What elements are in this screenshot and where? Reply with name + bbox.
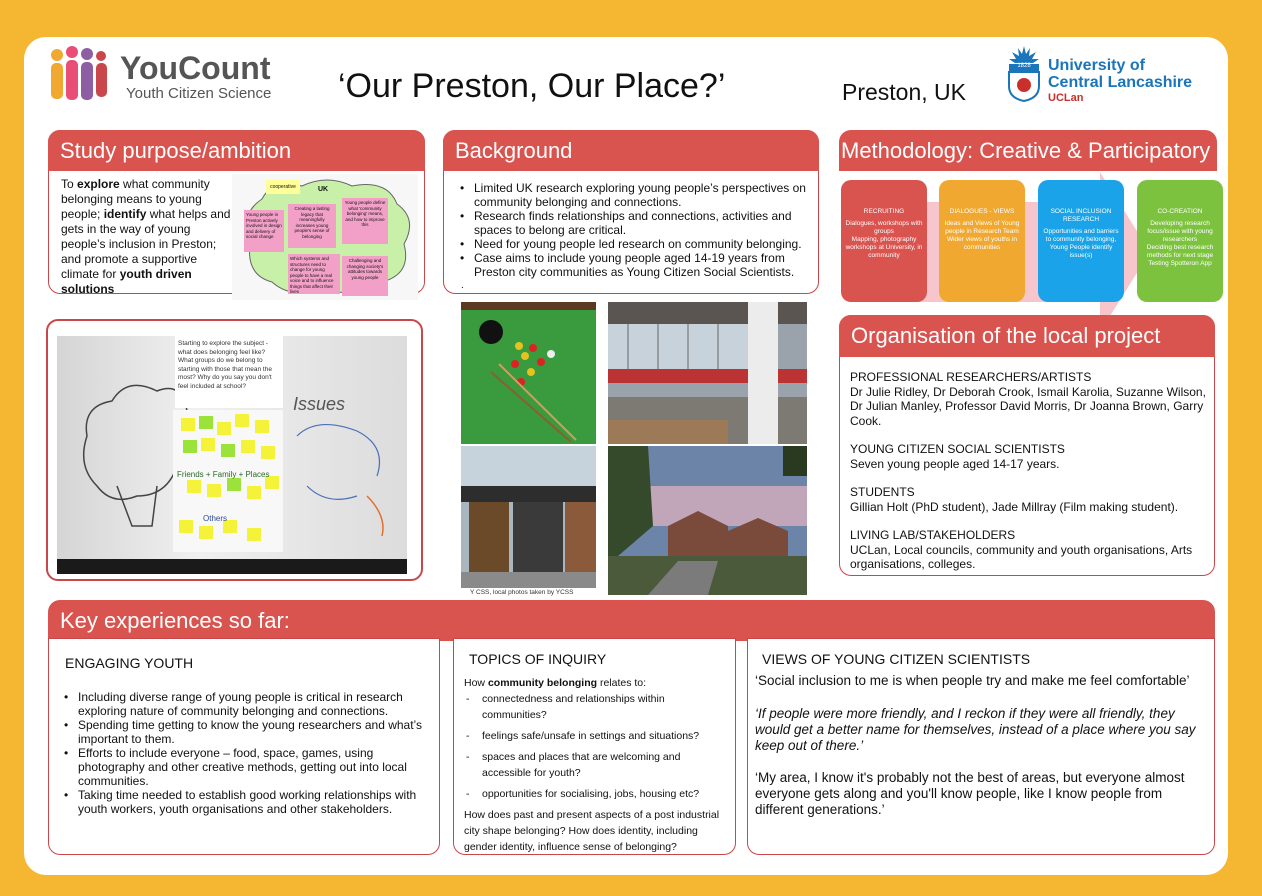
diagram-box5: Challenging and changing society's attitudes towards young people bbox=[342, 256, 388, 296]
workshop-question: Starting to explore the subject - what does belonging feel like? What groups do we belong to starting with those that mean the most? Why do you say you don't feel included at school? bbox=[175, 336, 283, 408]
workshop-label-friends: Friends + Family + Places bbox=[177, 470, 270, 479]
photo-shop-front bbox=[461, 446, 596, 588]
topics-closing: How does past and present aspects of a post industrial city shape belonging? How does identity, including gender identity, influence sense of belonging? bbox=[464, 809, 720, 853]
background-item: • Research finds relationships and connections, activities and spaces to belong are critical. bbox=[458, 209, 808, 237]
engaging-item: • Taking time needed to establish good working relationships with youth workers, youth organisations and other stakeholders. bbox=[62, 788, 432, 816]
photo-caption: Y CSS, local photos taken by YCSS bbox=[470, 589, 574, 596]
uclan-year: 1828 bbox=[1017, 63, 1031, 69]
photo-pool-table bbox=[461, 302, 596, 444]
method-step-research: SOCIAL INCLUSION RESEARCH Opportunities and barriers to community belonging, Young People identify issue(s) bbox=[1038, 180, 1124, 302]
background-item: • Limited UK research exploring young people’s perspectives on community belonging and connections. bbox=[458, 181, 808, 209]
poster-title: ‘Our Preston, Our Place?’ bbox=[338, 67, 726, 105]
diagram-box4: Which systems and structures need to change for young people to have a real voice and to influence things that affect their lives bbox=[288, 254, 340, 294]
photo-bus-station bbox=[608, 302, 807, 444]
engaging-item: • Spending time getting to know the young researchers and what’s important to them. bbox=[62, 718, 432, 746]
org-group-text: Seven young people aged 14-17 years. bbox=[850, 456, 1060, 471]
topics-list bbox=[464, 691, 732, 802]
organisation-heading: Organisation of the local project bbox=[839, 315, 1215, 357]
topics-body bbox=[464, 675, 732, 855]
diagram-center: UK bbox=[318, 186, 329, 193]
background-heading: Background bbox=[443, 130, 819, 171]
photo-housing-street bbox=[608, 446, 807, 595]
topics-item: - connectedness and relationships within communities? bbox=[464, 691, 732, 723]
engaging-title: ENGAGING YOUTH bbox=[65, 655, 194, 671]
methodology-steps bbox=[839, 180, 1225, 304]
background-item: • Case aims to include young people aged 14-19 years from Preston city communities as Young Citizen Social Scientists. bbox=[458, 251, 808, 279]
workshop-issues: Issues bbox=[293, 394, 346, 414]
topics-item: - opportunities for socialising, jobs, housing etc? bbox=[464, 786, 732, 802]
topics-title: TOPICS OF INQUIRY bbox=[469, 651, 607, 667]
poster-location: Preston, UK bbox=[842, 79, 966, 105]
engaging-item: • Including diverse range of young people is critical in research exploring nature of community belonging and connections. bbox=[62, 690, 432, 718]
topics-intro: How community belonging relates to: bbox=[464, 677, 647, 689]
uclan-short: UCLan bbox=[1048, 92, 1084, 104]
org-group-text: Gillian Holt (PhD student), Jade Millray (Film making student). bbox=[850, 499, 1179, 514]
method-step-dialogues: DIALOGUES - VIEWS Ideas and Views of Young people in Research Team Wider views of youths in communities bbox=[939, 180, 1025, 302]
youcount-subtitle: Youth Citizen Science bbox=[126, 85, 272, 102]
background-dot: . bbox=[461, 280, 464, 291]
views-body bbox=[755, 673, 1203, 818]
views-quote: ‘My area, I know it's probably not the best of areas, but everyone almost everyone gets along and you'll know people, like I know people from different generations.’ bbox=[755, 770, 1185, 817]
study-heading: Study purpose/ambition bbox=[48, 130, 425, 171]
youcount-logo bbox=[48, 46, 110, 104]
uclan-line1: University of bbox=[1048, 57, 1145, 74]
topics-item: - feelings safe/unsafe in settings and situations? bbox=[464, 728, 732, 744]
methodology-heading: Methodology: Creative & Participatory bbox=[839, 130, 1217, 171]
org-group-title: STUDENTS bbox=[850, 485, 915, 499]
engaging-list bbox=[62, 690, 432, 816]
sticky-board bbox=[173, 410, 283, 552]
key-heading: Key experiences so far: bbox=[48, 600, 1215, 641]
method-step-recruiting: RECRUITING Dialogues, workshops with groups Mapping, photography workshops at University, in community bbox=[841, 180, 927, 302]
views-quote: ‘If people were more friendly, and I reckon if they were all friendly, they would get a better name for themselves, instead of a place where you say keep out of there.’ bbox=[755, 706, 1196, 753]
background-item: • Need for young people led research on community belonging. bbox=[458, 237, 808, 251]
diagram-box2: Creating a lasting legacy that meaningfully increases young people's sense of belonging bbox=[288, 204, 336, 248]
study-diagram bbox=[232, 174, 418, 300]
organisation-body bbox=[850, 370, 1210, 572]
youcount-title: YouCount bbox=[120, 50, 271, 86]
org-group-title: YOUNG CITIZEN SOCIAL SCIENTISTS bbox=[850, 442, 1065, 456]
workshop-label-others: Others bbox=[203, 514, 228, 523]
topics-item: - spaces and places that are welcoming and accessible for youth? bbox=[464, 749, 732, 781]
uclan-crest-icon bbox=[1006, 44, 1042, 102]
uclan-line2: Central Lancashire bbox=[1048, 74, 1193, 91]
views-title: VIEWS OF YOUNG CITIZEN SCIENTISTS bbox=[762, 651, 1031, 667]
org-group-text: UCLan, Local councils, community and youth organisations, Arts organisations, colleges. bbox=[850, 542, 1193, 571]
org-group-title: PROFESSIONAL RESEARCHERS/ARTISTS bbox=[850, 370, 1092, 384]
views-quote: ‘Social inclusion to me is when people try and make me feel comfortable’ bbox=[755, 673, 1190, 688]
study-text: To explore what community belonging means to young people; identify what helps and gets in the way of young people’s inclusion in Preston; and promote a supportive climate for youth driven solutions bbox=[61, 177, 231, 296]
org-group-text: Dr Julie Ridley, Dr Deborah Crook, Ismail Karolia, Suzanne Wilson, Dr Julian Manley, Professor David Morris, Dr Joanna Brown, Garry Cook. bbox=[850, 384, 1206, 428]
diagram-box3: Young people define what 'community belonging' means, and how to improve this bbox=[342, 198, 388, 244]
method-step-cocreation: CO-CREATION Developing research focus/issue with young researchers Deciding best research methods for next stage Testing Spotteron App bbox=[1137, 180, 1223, 302]
engaging-item: • Efforts to include everyone – food, space, games, using photography and other creative methods, getting out into local communities. bbox=[62, 746, 432, 788]
background-list bbox=[458, 181, 808, 279]
diagram-cooperative: cooperative bbox=[266, 180, 300, 194]
diagram-box1: Young people in Preston actively involved in design and delivery of social change bbox=[244, 210, 284, 252]
workshop-photo bbox=[57, 336, 407, 574]
org-group-title: LIVING LAB/STAKEHOLDERS bbox=[850, 528, 1016, 542]
